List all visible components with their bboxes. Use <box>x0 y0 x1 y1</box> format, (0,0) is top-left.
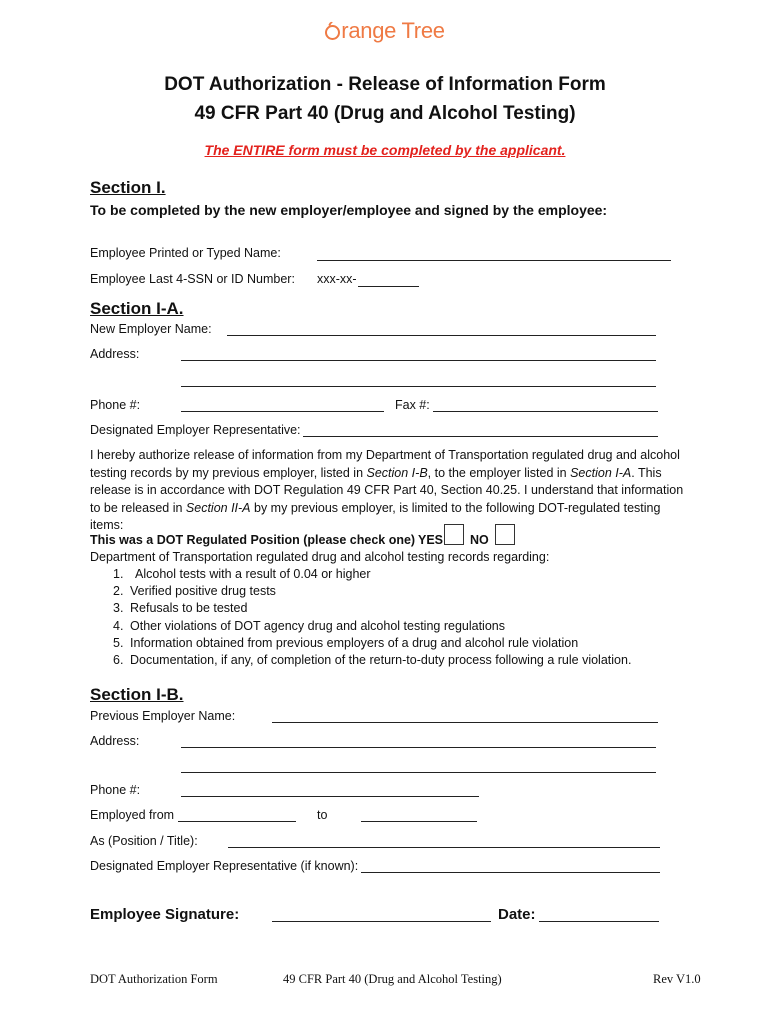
auth-ref-section-1b: Section I-B <box>366 465 428 480</box>
section-1-subheading: To be completed by the new employer/employee and signed by the employee: <box>90 202 608 218</box>
section-1a-heading: Section I-A. <box>90 299 184 318</box>
employer-rep-field[interactable] <box>303 436 658 437</box>
previous-rep-field[interactable] <box>361 872 660 873</box>
address-field-line-1[interactable] <box>181 360 656 361</box>
list-item: Information obtained from previous employers of a drug and alcohol rule violation <box>130 636 579 650</box>
employed-from-label: Employed from <box>90 808 175 822</box>
auth-text-3: . This release is in accordance with DOT Regulation 49 CFR Part 40, Section 40.25. I understand that information to be released in <box>90 465 684 515</box>
fax-field[interactable] <box>433 411 658 412</box>
previous-address-field-line-1[interactable] <box>181 747 656 748</box>
previous-employer-field[interactable] <box>272 722 658 723</box>
new-employer-label: New Employer Name: <box>90 322 212 336</box>
position-title-label: As (Position / Title): <box>90 834 198 848</box>
address-field-line-2[interactable] <box>181 386 656 387</box>
yes-label: YES <box>418 533 444 547</box>
logo-text: range Tree <box>341 18 445 43</box>
employee-ssn-field[interactable] <box>358 286 419 287</box>
footer-center: 49 CFR Part 40 (Drug and Alcohol Testing) <box>283 972 502 986</box>
list-item-number: 4. <box>113 619 124 633</box>
form-title: DOT Authorization - Release of Information Form <box>164 74 606 95</box>
previous-address-field-line-2[interactable] <box>181 772 656 773</box>
phone-label: Phone #: <box>90 398 141 412</box>
previous-employer-label: Previous Employer Name: <box>90 709 236 723</box>
no-label: NO <box>470 533 489 547</box>
previous-phone-label: Phone #: <box>90 783 141 797</box>
no-checkbox[interactable] <box>495 524 515 545</box>
section-1b-heading: Section I-B. <box>90 685 184 704</box>
list-item-number: 1. <box>113 567 124 581</box>
employer-rep-label: Designated Employer Representative: <box>90 423 301 437</box>
footer-left: DOT Authorization Form <box>90 972 218 986</box>
employee-ssn-label: Employee Last 4-SSN or ID Number: <box>90 272 295 286</box>
auth-text-4: by my previous employer, is limited to the following DOT-regulated testing items: <box>90 500 661 532</box>
list-item-number: 2. <box>113 584 124 598</box>
section-1-heading: Section I. <box>90 178 166 197</box>
signature-field[interactable] <box>272 921 491 922</box>
date-field[interactable] <box>539 921 659 922</box>
regulated-question: This was a DOT Regulated Position (please check one) <box>90 533 416 547</box>
yes-checkbox[interactable] <box>444 524 464 545</box>
employed-to-field[interactable] <box>361 821 477 822</box>
logo-o-icon <box>325 25 340 40</box>
list-item: Alcohol tests with a result of 0.04 or higher <box>135 567 371 581</box>
requirement-note: The ENTIRE form must be completed by the applicant. <box>204 142 566 158</box>
employee-name-field[interactable] <box>317 260 671 261</box>
footer-right: Rev V1.0 <box>653 972 701 986</box>
auth-text-1: I hereby authorize release of information from my Department of Transportation regulated drug and alcohol testing records by my previous employer, listed in <box>90 448 680 480</box>
list-item: Documentation, if any, of completion of the return-to-duty process following a rule violation. <box>130 653 632 667</box>
auth-ref-section-1a: Section I-A <box>570 465 632 480</box>
form-subtitle: 49 CFR Part 40 (Drug and Alcohol Testing) <box>194 103 576 124</box>
fax-label: Fax #: <box>395 398 430 412</box>
address-label: Address: <box>90 347 140 361</box>
orange-tree-logo <box>0 18 770 44</box>
list-item-number: 5. <box>113 636 124 650</box>
list-item: Verified positive drug tests <box>130 584 276 598</box>
employed-to-label: to <box>317 808 328 822</box>
new-employer-field[interactable] <box>227 335 656 336</box>
ssn-prefix: xxx-xx- <box>317 272 357 286</box>
list-item-number: 3. <box>113 601 124 615</box>
auth-ref-section-2a: Section II-A <box>185 500 251 515</box>
previous-address-label: Address: <box>90 734 140 748</box>
employee-name-label: Employee Printed or Typed Name: <box>90 246 281 260</box>
list-item: Refusals to be tested <box>130 601 248 615</box>
employed-from-field[interactable] <box>178 821 296 822</box>
records-intro: Department of Transportation regulated drug and alcohol testing records regarding: <box>90 550 550 564</box>
authorization-paragraph <box>90 447 695 535</box>
previous-rep-label: Designated Employer Representative (if known): <box>90 859 359 873</box>
previous-phone-field[interactable] <box>181 796 479 797</box>
auth-text-2: , to the employer listed in <box>427 465 571 480</box>
list-item: Other violations of DOT agency drug and alcohol testing regulations <box>130 619 505 633</box>
position-title-field[interactable] <box>228 847 660 848</box>
date-label: Date: <box>498 906 536 923</box>
phone-field[interactable] <box>181 411 384 412</box>
signature-label: Employee Signature: <box>90 906 240 923</box>
list-item-number: 6. <box>113 653 124 667</box>
